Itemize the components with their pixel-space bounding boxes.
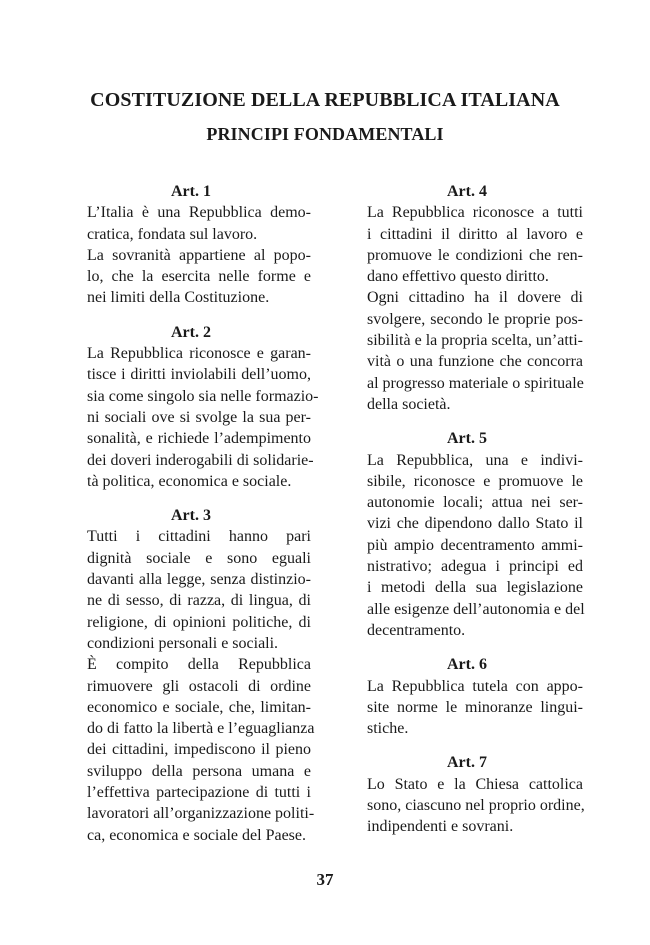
article-spacer — [71, 492, 311, 505]
article-heading: Art. 1 — [171, 183, 211, 200]
text-line: È compito della Repubblica — [87, 656, 311, 674]
text-line: l’effettiva partecipazione di tutti i — [87, 784, 311, 802]
text-line: vizi che dipendono dallo Stato il — [367, 515, 583, 533]
text-line: i metodi della sua legislazione — [367, 579, 583, 597]
text-line: La Repubblica riconosce e garan- — [87, 345, 311, 363]
text-line: tà politica, economica e sociale. — [87, 472, 292, 490]
article-heading: Art. 4 — [447, 183, 487, 200]
text-line: L’Italia è una Repubblica demo- — [87, 204, 311, 222]
document-title: COSTITUZIONE DELLA REPUBBLICA ITALIANA — [90, 89, 560, 111]
text-line: alle esigenze dell’autonomia e del — [367, 600, 585, 618]
text-line: condizioni personali e sociali. — [87, 634, 279, 652]
text-line: site norme le minoranze lingui- — [367, 698, 583, 716]
text-line: promuove le condizioni che ren- — [367, 246, 583, 264]
text-line: davanti alla legge, senza distinzio- — [87, 571, 311, 589]
text-line: do di fatto la libertà e l’eguaglianza — [87, 720, 315, 738]
text-line: La Repubblica riconosce a tutti — [367, 204, 583, 222]
text-line: ca, economica e sociale del Paese. — [87, 826, 306, 844]
article-spacer — [351, 739, 583, 752]
article — [351, 752, 583, 837]
article-paragraph — [351, 774, 583, 838]
text-line: La Repubblica, una e indivi- — [367, 451, 583, 469]
text-line: indipendenti e sovrani. — [367, 818, 514, 836]
article — [351, 181, 583, 415]
text-line: cratica, fondata sul lavoro. — [87, 225, 258, 243]
text-line: ni sociali ove si svolge la sua per- — [87, 408, 311, 426]
text-line: della società. — [367, 395, 451, 413]
article — [71, 181, 311, 309]
article-paragraph — [71, 526, 311, 654]
text-line: decentramento. — [367, 621, 466, 639]
text-line: i cittadini il diritto al lavoro e — [367, 225, 583, 243]
article-paragraph — [351, 676, 583, 740]
article-heading: Art. 3 — [171, 507, 211, 525]
text-line: religione, di opinioni politiche, di — [87, 613, 311, 631]
article-paragraph — [71, 202, 311, 245]
text-line: stiche. — [367, 720, 409, 738]
text-line: svolgere, secondo le proprie pos- — [367, 310, 583, 328]
article — [351, 428, 583, 641]
article-paragraph — [351, 450, 583, 642]
article-paragraph — [351, 287, 583, 415]
text-line: tisce i diritti inviolabili dell’uomo, — [87, 366, 311, 384]
right-column — [351, 181, 583, 838]
article-heading: Art. 2 — [171, 323, 211, 341]
text-line: nistrativo; adegua i principi ed — [367, 558, 583, 576]
left-column — [71, 181, 319, 846]
text-line: Ogni cittadino ha il dovere di — [367, 289, 583, 307]
page-number: 37 — [316, 870, 334, 889]
article-heading: Art. 7 — [447, 754, 487, 772]
text-line: dano effettivo questo diritto. — [367, 268, 549, 286]
text-line: sono, ciascuno nel proprio ordine, — [367, 797, 585, 815]
text-line: sibilità e la propria scelta, un’atti- — [367, 332, 583, 350]
text-line: sviluppo della persona umana e — [87, 762, 311, 780]
article-paragraph — [71, 245, 311, 309]
text-line: lo, che la esercita nelle forme e — [87, 268, 311, 286]
text-line: dignità sociale e sono eguali — [87, 549, 311, 567]
text-line: sia come singolo sia nelle formazio- — [87, 387, 319, 405]
text-line: Lo Stato e la Chiesa cattolica — [367, 775, 583, 793]
article-heading: Art. 5 — [447, 430, 487, 448]
text-line: sibile, riconosce e promuove le — [367, 472, 583, 490]
article-paragraph — [71, 654, 315, 846]
article-spacer — [71, 309, 311, 322]
text-line: La sovranità appartiene al popo- — [87, 246, 311, 264]
text-line: La Repubblica tutela con appo- — [367, 677, 583, 695]
text-line: lavoratori all’organizzazione politi- — [87, 805, 315, 823]
text-line: sonalità, e richiede l’adempimento — [87, 430, 311, 448]
text-line: al progresso materiale o spirituale — [367, 374, 584, 392]
article-spacer — [351, 641, 583, 654]
text-line: economico e sociale, che, limitan- — [87, 698, 311, 716]
text-line: dei cittadini, impediscono il pieno — [87, 741, 311, 759]
text-line: dei doveri inderogabili di solidarie- — [87, 451, 314, 469]
text-line: nei limiti della Costituzione. — [87, 289, 270, 307]
text-line: autonomie locali; attua nei ser- — [367, 494, 583, 512]
article — [71, 505, 315, 846]
article-heading: Art. 6 — [447, 656, 487, 674]
text-line: Tutti i cittadini hanno pari — [87, 528, 311, 546]
text-line: più ampio decentramento ammi- — [367, 536, 583, 554]
text-line: ne di sesso, di razza, di lingua, di — [87, 592, 311, 610]
article-paragraph — [71, 343, 319, 492]
text-line: vità o una funzione che concorra — [367, 353, 583, 371]
article-spacer — [351, 415, 583, 428]
article-paragraph — [351, 202, 583, 287]
article — [71, 322, 319, 492]
article — [351, 654, 583, 739]
text-line: rimuovere gli ostacoli di ordine — [87, 677, 311, 695]
section-title: PRINCIPI FONDAMENTALI — [206, 124, 444, 144]
